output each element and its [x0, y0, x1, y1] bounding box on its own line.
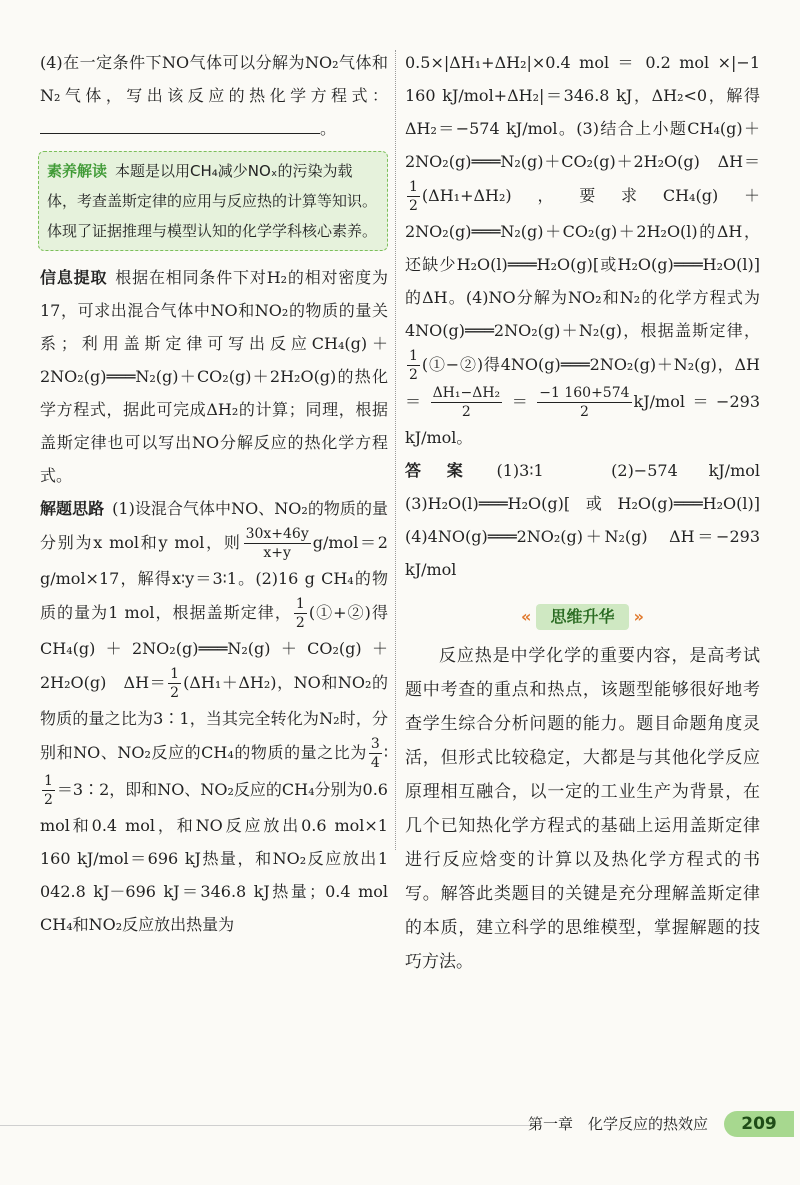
answer-text: (1)3∶1 (2)−574 kJ/mol (3)H₂O(l)═══H₂O(g)[或H₂O(g)═══H₂O(l)] (4)4NO(g)═══2NO₂(g)＋N₂(g) ΔH＝−293 kJ/mol: [405, 461, 777, 579]
fraction-half-4: $\frac{1}{2}$: [409, 179, 418, 214]
page-number: 209: [724, 1111, 794, 1137]
thinking-banner: [405, 600, 760, 633]
info-head: 信息提取: [40, 268, 108, 287]
chevron-right-icon: »: [633, 607, 644, 626]
left-column: [40, 46, 388, 941]
fraction-delta-h: $\frac{\text{ΔH₁−ΔH₂}}{2}$: [432, 385, 501, 420]
banner-label: 思维升华: [536, 604, 628, 630]
literacy-text: 本题是以用CH₄减少NOₓ的污染为载体，考查盖斯定律的应用与反应热的计算等知识。体现了证据推理与模型认知的化学学科核心素养。: [47, 162, 378, 240]
fraction-half-3: $\frac{1}{2}$: [44, 773, 53, 808]
summary-text: 反应热是中学化学的重要内容，是高考试题中考查的重点和热点，该题型能够很好地考查学生综合分析问题的能力。题目命题角度灵活，但形式比较稳定，大都是与其他化学反应原理相互融合，以一定的工业生产为背景，在几个已知热化学方程式的基础上运用盖斯定律进行反应焓变的计算以及热化学方程式的书写。解答此类题目的关键是充分理解盖斯定律的本质，建立科学的思维模型，掌握解题的技巧方法。: [405, 646, 760, 972]
fraction-half-2: $\frac{1}{2}$: [170, 666, 180, 701]
right-column: [405, 46, 777, 979]
footer-rule: [0, 1125, 540, 1126]
solution-continued: 0.5×|ΔH₁+ΔH₂|×0.4 mol ＝ 0.2 mol ×|−1 160 kJ/mol+ΔH₂|＝346.8 kJ，ΔH₂<0，解得ΔH₂＝−574 kJ/mol。(3)结合上小题CH₄(g)＋2NO₂(g)═══N₂(g)＋CO₂(g)＋2H₂O(g) ΔH＝ $\frac{1}{2}$ (ΔH₁+ΔH₂)，要求CH₄(g)＋2NO₂(g)═══N₂(g)＋CO₂(g)＋2H₂O(l)的ΔH，还缺少H₂O(l)═══H₂O(g)[或H₂O(g)═══H₂O(l)]的ΔH。(4)NO分解为NO₂和N₂的化学方程式为4NO(g)═══2NO₂(g)＋N₂(g)，根据盖斯定律， $\frac{1}{2}$ (①−②)得4NO(g)═══2NO₂(g)＋N₂(g)，ΔH＝ $\frac{\text{ΔH₁−ΔH₂}}{2}$ ＝ $\frac{-1 160+574}{2}$ kJ/mol＝−293 kJ/mol。: [405, 53, 760, 447]
fraction-three-quarters: $\frac{3}{4}$: [370, 736, 380, 771]
chevron-left-icon: «: [521, 607, 532, 626]
answer-blank[interactable]: [40, 113, 320, 134]
literacy-box: [38, 151, 388, 251]
info-extract: [40, 261, 388, 492]
answer-head: 答案: [405, 461, 489, 480]
solution-thinking: 解题思路 (1)设混合气体中NO、NO₂的物质的量分别为x mol和y mol，则 $\frac{30x+46y}{x+y}$ g/mol＝2 g/mol×17，解得x∶y＝3∶1。(2)16 g CH₄的物质的量为1 mol，根据盖斯定律， $\frac{1}{2}$ (①+②)得CH₄(g)＋2NO₂(g)═══N₂(g)＋CO₂(g)＋2H₂O(g) ΔH＝ $\frac{1}{2}$ (ΔH₁＋ΔH₂)，NO和NO₂的物质的量之比为3∶1，当其完全转化为N₂时，分别和NO、NO₂反应的CH₄的物质的量之比为 $\frac{3}{4}$ ∶ $\frac{1}{2}$ ＝3∶2，即和NO、NO₂反应的CH₄分别为0.6 mol和0.4 mol，和NO反应放出0.6 mol×1 160 kJ/mol＝696 kJ热量，和NO₂反应放出1 042.8 kJ－696 kJ＝346.8 kJ热量；0.4 mol CH₄和NO₂反应放出热量为: [40, 499, 388, 934]
answer-block: [405, 454, 777, 586]
page-footer: [0, 1105, 800, 1145]
fraction-half: $\frac{1}{2}$: [295, 596, 305, 631]
fraction-half-5: $\frac{1}{2}$: [409, 348, 418, 383]
column-divider: [395, 50, 396, 850]
literacy-tag: 素养解读: [47, 162, 108, 180]
chapter-title: 第一章 化学反应的热效应: [528, 1115, 709, 1133]
think-head: 解题思路: [40, 499, 105, 518]
fraction-molar-mass: $\frac{30x+46y}{x+y}$: [245, 526, 309, 561]
fraction-result: $\frac{-1 160+574}{2}$: [539, 385, 630, 420]
question-4: (4)在一定条件下NO气体可以分解为NO₂气体和N₂气体，写出该反应的热化学方程式：。: [40, 53, 388, 138]
info-text: 根据在相同条件下对H₂的相对密度为17，可求出混合气体中NO和NO₂的物质的量关系；利用盖斯定律可写出反应CH₄(g)＋2NO₂(g)═══N₂(g)＋CO₂(g)＋2H₂O(g)的热化学方程式，据此可完成ΔH₂的计算；同理，根据盖斯定律也可以写出NO分解反应的热化学方程式。: [40, 268, 388, 485]
